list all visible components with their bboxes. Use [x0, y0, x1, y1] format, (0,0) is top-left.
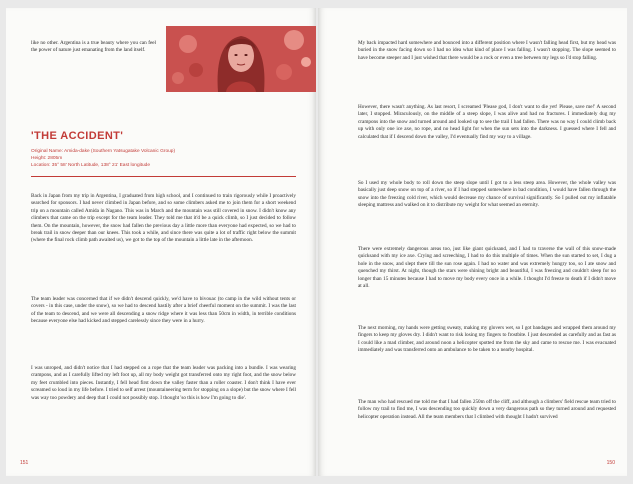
- body-paragraph-8: The next morning, my hands were getting sweaty, making my glovers wet, so I got bandages and wrapped them around my fingers to keep my gloves dry. I didn't want to risk losing my fingers to frostbite. I just descended as carefully and as fast as I could like a mad climber, and around noon a helicopter spotted me from the sky and came to rescue me. I was evacuated immediately and was transferred onto an ambulance to be taken to a nearby hospital.: [358, 325, 616, 354]
- left-page: [6, 8, 316, 476]
- body-paragraph-3: I was unroped, and didn't notice that I had stepped on a rope that the team leader was packing into a bundle. I was wearing crampons, and as I carefully lifted my left foot up, all my body weight got transferred onto my right foot, and the snow below my feet crumbled into pieces. Instantly, I fell head first down the valley faster than a roller coaster. I don't think I have ever screamed so loud in my life before. I tried to self arrest (mountaineering term for stopping on a slope) but the snow where I fell was way too powdery and deep that I could not possibly stop. I thought 'so this is how I'm going to die'.: [31, 365, 296, 401]
- intro-paragraph: like no other. Argentina is a true beauty where you can feel the power of nature just emanating from the land itself.: [31, 40, 156, 54]
- page-number-right: 150: [606, 460, 615, 466]
- title-divider: [31, 176, 296, 177]
- body-paragraph-4: My back impacted hard somewhere and bounced into a different position where I wasn't falling head first, but my head was buried in the snow facing down so I had no idea what kind of place I was falling. I wasn't stopping. The slope seemed to have become steeper and I just wished that there would be a rock or even a tree between my legs so I'd stop falling.: [358, 40, 616, 61]
- body-paragraph-6: So I used my whole body to roll down the steep slope until I got to a less steep area. However, the whole valley was basically just deep snow on top of a river, so if I had stepped somewhere in bad condition, I would have fallen through the snow into the freezing cold river, which would decrease my chance of survival significantly. So I pulled out my inflatable sleeping mattress and walked on it to distribute my weight for what seemed an eternity.: [358, 180, 616, 209]
- body-paragraph-5: However, there wasn't anything. As last resort, I screamed 'Please god, I don't want to die yet! Please, save me!' A second later, I stopped. Miraculously, on the middle of a steep slope, I was alive and had no fractures. I immediately dug my crampons into the snow and turned around and looked up to see the trail I had fallen. There was no way I could climb back up with only one ice axe, no rope, and no head light for when the sun sets into the darkness. I guessed where I fell and calculated that if I descend down the valley, I'd eventually find my way to a village.: [358, 104, 616, 140]
- body-paragraph-2: The team leader was concerned that if we didn't descend quickly, we'd have to bivouac (to camp in the wild without tents or covers - in this case, under the snow), so we had to descend hastily after a brief cheerful moment on the summit. I was the last of the team to descend, and we were all descending a snow ridge where it was less than 50cm in width, in terrible conditions because everyone else had kicked and stepped carelessly since they were in a hurry.: [31, 296, 296, 325]
- meta-location: Location: 35° 58' North Latitude, 138° 21' East longitude: [31, 163, 151, 168]
- right-page: [318, 8, 627, 476]
- portrait-photo-icon: [166, 26, 316, 92]
- body-paragraph-7: There were extremely dangerous areas too, just like giant quicksand, and I had to traverse the wall of this snow-made quicksand with my ice axe. Crying and screeching, I had to do this multiple of times. When the sun started to set, I dug a hole in the snow, and slept there till the sun rose again. I had no water and was extremely hungry too, so I ate snow and quenched my thirst. At night, though the stars were shining bright and beautiful, I was freezing and couldn't sleep for no longer than 15 minutes because I had to move my body every once in a while. I thought I'd freeze to death if I didn't move at all.: [358, 246, 616, 290]
- body-paragraph-9: The man who had rescued me told me that I had fallen 250m off the cliff, and although a climbers' field rescue team tried to follow my trail to find me, I was descending too quickly down a very dangerous path so they turned around and requested helicopter operation instead. All the team members that I climbed with thought I hadn't survived: [358, 399, 616, 420]
- page-number-left: 151: [20, 460, 29, 466]
- body-paragraph-1: Back in Japan from my trip in Argentina, I graduated from high school, and I continued to train rigorously while I proactively searched for sponsors. I had never climbed in Japan before, and so some climbers asked me to join them for a short weekend trip on a mountain called Amida in Nagano. This was in March and the mountain was still covered in snow. I didn't know any climbers that came on the trip except for the team leader. They told me that it'd be a quick climb, so I just decided to follow them. On the mountain, however, the snow had fallen the previous day a little more than everyone had expected, so we had to break trail in snow deeper than our knees. This took a while, and since there was quite a lot of traffic right below the summit (where the final rock climb path awaited us), we got to the top of the mountain a little late in the afternoon.: [31, 193, 296, 244]
- meta-original-name: Original Name: Amida-dake (Southern Yatsugatake Volcanic Group): [31, 149, 176, 154]
- meta-height: Height: 2805m: [31, 156, 63, 161]
- chapter-title: 'THE ACCIDENT': [31, 130, 124, 142]
